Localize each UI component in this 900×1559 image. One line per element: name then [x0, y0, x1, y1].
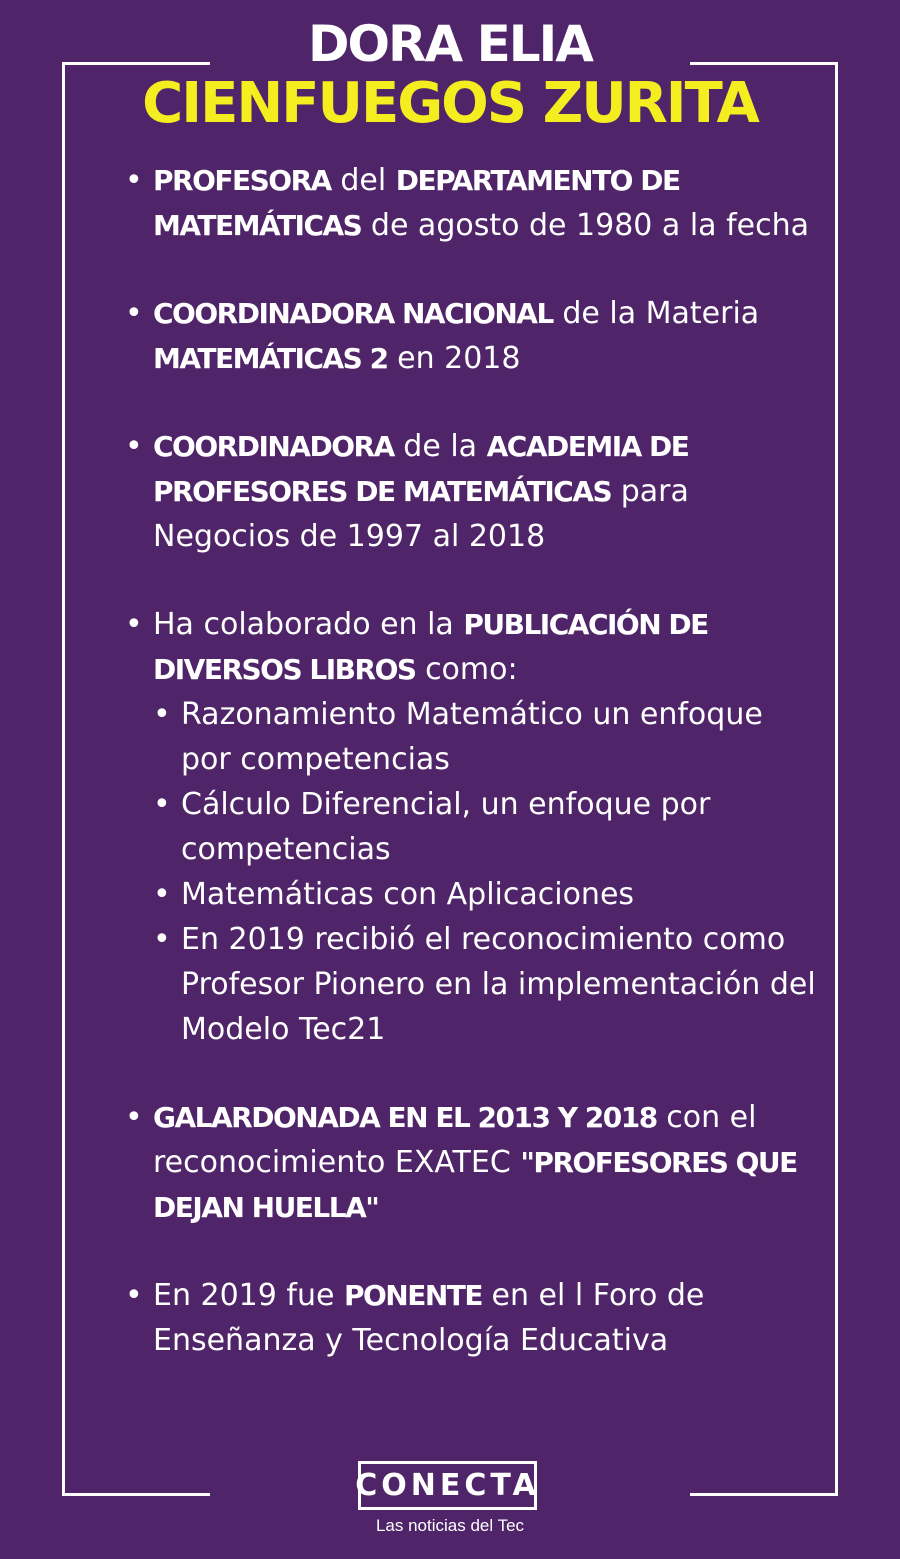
bullet-icon: • — [125, 1278, 143, 1313]
bio-item-highlight: COORDINADORA NACIONAL — [153, 297, 553, 330]
bullet-icon: • — [125, 296, 143, 331]
books-sublist-item-text: Cálculo Diferencial, un enfoque por competencias — [181, 787, 711, 867]
bio-item-highlight: GALARDONADA EN EL 2013 Y 2018 — [153, 1101, 657, 1134]
bio-item-text: para Negocios de 1997 al 2018 — [153, 474, 689, 554]
bio-item-highlight: ACADEMIA DE PROFESORES DE MATEMÁTICAS — [153, 430, 689, 508]
conecta-logo-text: CONECTA — [355, 1467, 540, 1503]
bio-item-text: del — [330, 163, 396, 198]
books-sublist-item — [153, 872, 820, 917]
title-first-name: DORA ELIA — [308, 15, 592, 73]
books-sublist-item — [153, 782, 820, 872]
bio-item-text: de la — [393, 429, 487, 464]
bullet-icon: • — [125, 1100, 143, 1135]
bio-item-publicaciones — [125, 602, 820, 1052]
frame-right-border — [835, 62, 838, 1496]
bullet-icon: • — [153, 697, 171, 732]
bio-item-text: en el l Foro de Enseñanza y Tecnología Educativa — [153, 1278, 705, 1358]
bio-item-highlight: COORDINADORA — [153, 430, 394, 463]
bio-item-text: de la Materia — [552, 296, 760, 331]
bio-item-highlight: MATEMÁTICAS 2 — [153, 342, 388, 375]
books-sublist-item-text: Matemáticas con Aplicaciones — [181, 877, 635, 912]
bio-item-coordinadora-academia — [125, 424, 820, 559]
books-sublist-item — [153, 917, 820, 1052]
bullet-icon: • — [125, 607, 143, 642]
bullet-icon: • — [153, 877, 171, 912]
conecta-logo — [355, 1461, 540, 1510]
books-sublist-item — [153, 692, 820, 782]
bio-item-highlight: PROFESORA — [153, 164, 331, 197]
bio-item-coordinadora-nacional — [125, 291, 820, 381]
bio-item-text: Ha colaborado en la — [153, 607, 464, 642]
bio-item-galardonada — [125, 1095, 820, 1230]
bio-item-text: en 2018 — [387, 341, 521, 376]
bullet-icon: • — [153, 787, 171, 822]
bio-item-text: con el reconocimiento EXATEC — [153, 1100, 757, 1180]
bio-item-text: de agosto de 1980 a la fecha — [361, 208, 810, 243]
bio-item-highlight: PUBLICACIÓN DE DIVERSOS LIBROS — [153, 608, 708, 686]
bio-item-text: como: — [415, 652, 518, 687]
books-sublist-item-text: En 2019 recibió el reconocimiento como Profesor Pionero en la implementación del Modelo Tec21 — [181, 922, 816, 1047]
bullet-icon: • — [125, 163, 143, 198]
books-sublist — [153, 692, 820, 1052]
title-last-name: CIENFUEGOS ZURITA — [142, 71, 758, 136]
bio-item-ponente — [125, 1273, 820, 1363]
bio-item-highlight: DEPARTAMENTO DE MATEMÁTICAS — [153, 164, 680, 242]
bio-item-highlight: "PROFESORES QUE DEJAN HUELLA" — [153, 1146, 797, 1224]
bio-item-highlight: PONENTE — [343, 1279, 483, 1312]
bullet-icon: • — [153, 922, 171, 957]
frame-bottom-left-border — [62, 1493, 210, 1496]
books-sublist-item-text: Razonamiento Matemático un enfoque por competencias — [181, 697, 763, 777]
bio-item-text: En 2019 fue — [153, 1278, 344, 1313]
bio-item-profesora — [125, 158, 820, 248]
bullet-icon: • — [125, 429, 143, 464]
bio-list — [125, 158, 820, 1363]
logo-tagline: Las noticias del Tec — [375, 1516, 525, 1535]
frame-left-border — [62, 62, 65, 1496]
frame-bottom-right-border — [690, 1493, 838, 1496]
